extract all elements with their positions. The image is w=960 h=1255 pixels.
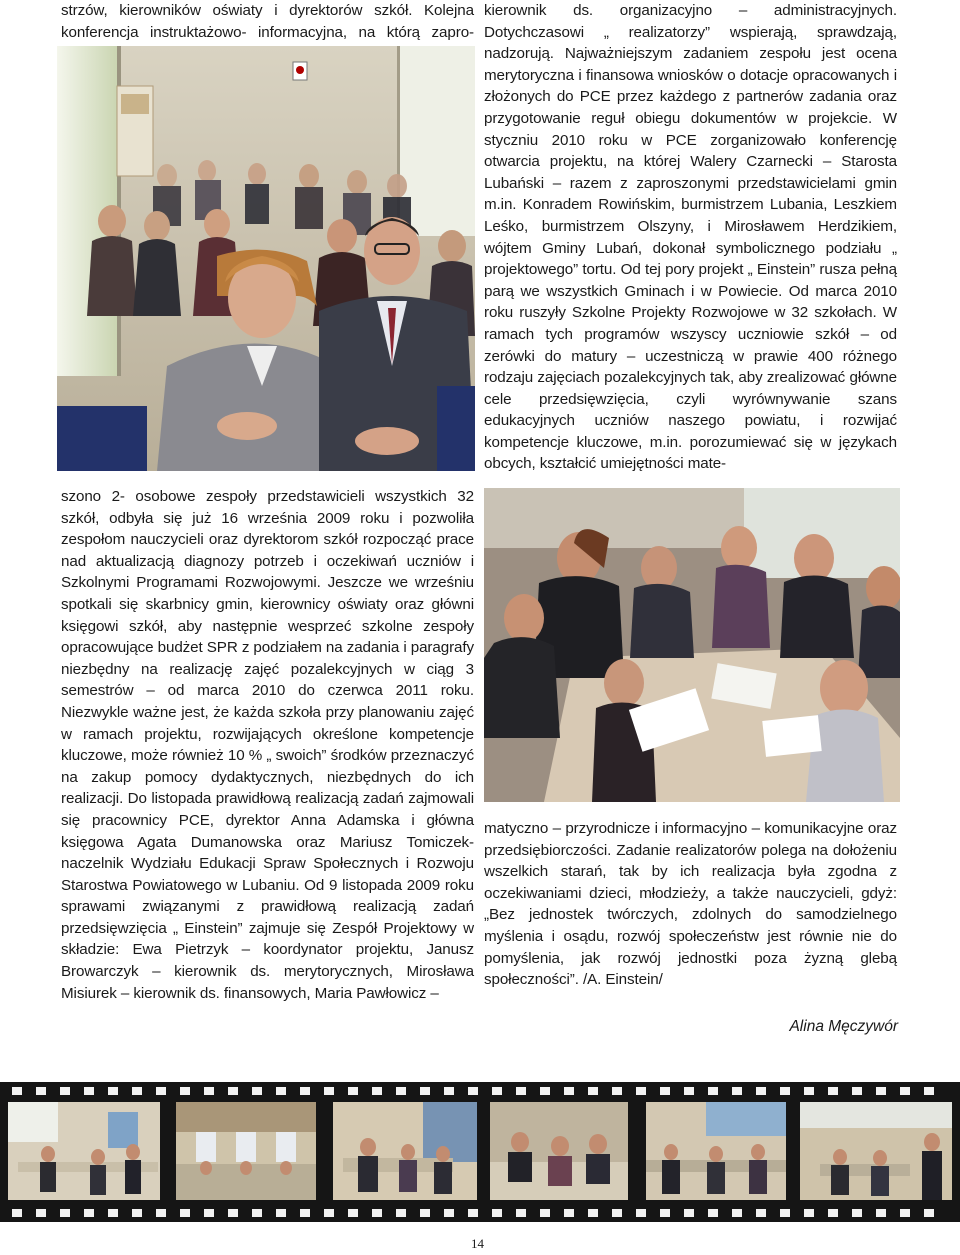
left-top-line-2: konferencja instruktażowo- informacyjna, na którą zapro-	[61, 23, 474, 41]
workshop-group-photo	[484, 488, 900, 802]
filmstrip-top-perforations	[0, 1086, 960, 1096]
left-column-top	[61, 0, 474, 43]
filmstrip-photo-3-illustration	[333, 1102, 477, 1200]
filmstrip-photo-2-illustration	[176, 1102, 316, 1200]
page-number: 14	[471, 1236, 484, 1251]
conference-photo-illustration	[57, 46, 475, 471]
filmstrip-photo-3	[333, 1102, 477, 1200]
left-column-body	[61, 486, 474, 1004]
left-top-line-1: strzów, kierowników oświaty i dyrektorów szkół. Kolejna	[61, 2, 474, 19]
filmstrip-photo-2	[176, 1102, 316, 1200]
right-bottom-paragraph: matyczno – przyrodnicze i informacyjno – komunikacyjne oraz przedsiębiorczości. Zadanie realizatorów polega na dołożeniu wszelkich starań, tak by ich realizacja była zgodna z oczekiwaniami dzieci, młodzieży, a także nauczycieli, gdyż: „Bez jednostek twórczych, zdolnych do samodzielnego myślenia i osądu, rozwój społeczeństw jest równie nie do pomyślenia, jak rozwój jednostki poza żyzną glebą społeczności”. /A. Einstein/	[484, 820, 897, 989]
conference-audience-photo	[57, 46, 475, 471]
filmstrip-photo-4	[490, 1102, 628, 1200]
author-signature: Alina Męczywór	[789, 1018, 898, 1035]
right-column-top	[484, 0, 897, 475]
filmstrip-photo-6	[800, 1102, 952, 1200]
filmstrip-bottom-perforations	[0, 1208, 960, 1218]
left-body-paragraph: szono 2- osobowe zespoły przedstawicieli wszystkich 32 szkół, odbyła się już 16 września 2009 roku i pozwoliła zespołom nauczycieli oraz dyrektorom szkół rozpocząć prace nad aktualizacją diagnozy potrzeb i oczekiwań uczniów i Szkolnymi Programami Rozwojowymi. Jeszcze we wrześniu spotkali się skarbnicy gmin, kierownicy oświaty oraz główni księgowi szkół, aby następnie wesprzeć szkolne zespoły opracowujące budżet SPR z podziałem na zadania i paragrafy niezbędny na realizację zajęć pozalekcyjnych w ciąg 3 semestrów – od marca 2010 do czerwca 2011 roku. Niezwykle ważne jest, że każda szkoła przy planowaniu zajęć w ramach projektu, rozwijających określone kompetencje kluczowe, może również 10 % „ swoich” środków przeznaczyć na zakup pomocy dydaktycznych, niezbędnych do ich realizacji. Do listopada prawidłową realizacją zadań zajmowali się pracownicy PCE, dyrektor Anna Adamska i główna księgowa Agata Dumanowska oraz Mariusz Tomiczek- naczelnik Wydziału Edukacji Spraw Społecznych i Rozwoju Starostwa Powiatowego w Lubaniu. Od 9 listopada 2009 roku sprawami związanymi z prawidłową realizacją zadań przedsięwzięcia „ Einstein” zajmuje się Zespół Projektowy w składzie: Ewa Pietrzyk – koordynator projektu, Janusz Browarczyk – kierownik ds. merytorycznych, Mirosława Misiurek – kierownik ds. finansowych, Maria Pawłowicz –	[61, 488, 474, 1002]
filmstrip-photo-5	[646, 1102, 786, 1200]
filmstrip-photo-5-illustration	[646, 1102, 786, 1200]
right-column-bottom	[484, 818, 897, 991]
filmstrip-photo-6-illustration	[800, 1102, 952, 1200]
photo-filmstrip	[0, 1082, 960, 1222]
workshop-photo-illustration	[484, 488, 900, 802]
filmstrip-photo-4-illustration	[490, 1102, 628, 1200]
filmstrip-photo-1	[8, 1102, 160, 1200]
right-top-paragraph: kierownik ds. organizacyjno – administracyjnych. Dotychczasowi „ realizatorzy” wspierają, sprawdzają, nadzorują. Najważniejszym zadaniem zespołu jest ocena merytoryczna i finansowa wniosków o dotacje opracowanych i złożonych do PCE przez każdego z partnerów zadania oraz przygotowanie reguł obiegu dokumentów w projekcie. W styczniu 2010 roku w PCE zorganizowało konferencję otwarcia projektu, na której Walery Czarnecki – Starosta Lubański – razem z zaproszonymi przedstawicielami gmin m.in. Konradem Rowińskim, burmistrzem Lubania, Leszkiem Leśko, burmistrzem Olszyny, i Mirosławem Herdzikiem, wójtem Gminy Lubań, dokonał symbolicznego podziału „ projektowego” tortu. Od tej pory projekt „ Einstein” rusza pełną parą we wszystkich Gminach i w Powiecie. Od marca 2010 roku ruszyły Szkolne Projekty Rozwojowe w 32 szkołach. W ramach tych programów wszyscy uczniowie szkół – od zerówki do matury – uczestniczą w prawie 400 różnego rodzaju zajęciach pozalekcyjnych tak, aby zrealizować główne cele przedsięwzięcia, czyli wyrównywanie szans edukacyjnych uczniów naszego powiatu, i rozwijać kompetencje kluczowe, m.in. porozumiewać się w językach obcych, kształcić umiejętności mate-	[484, 2, 897, 473]
filmstrip-photo-1-illustration	[8, 1102, 160, 1200]
